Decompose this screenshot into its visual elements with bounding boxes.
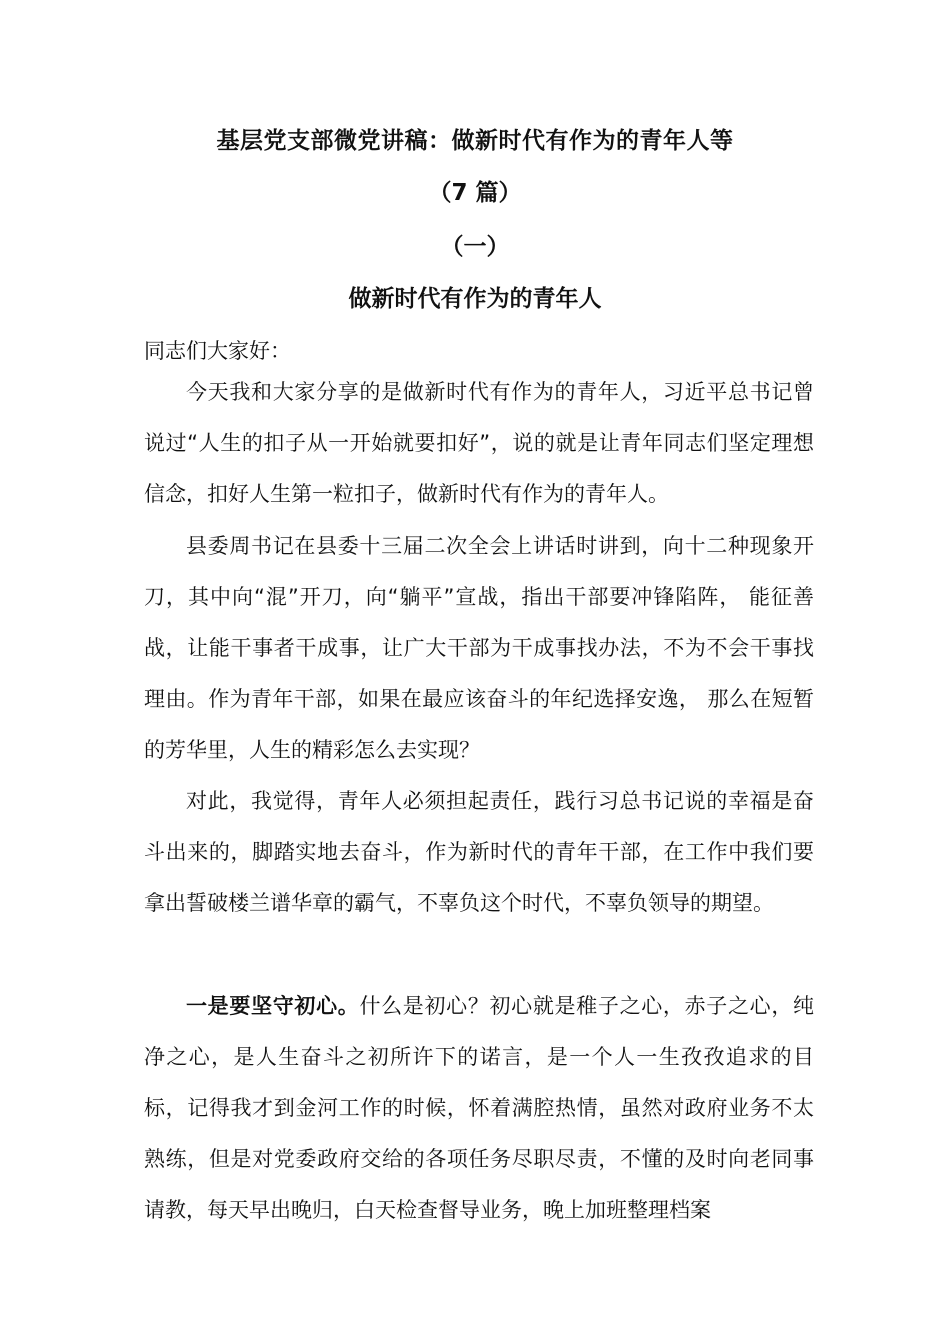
paragraph-2: 县委周书记在县委十三届二次全会上讲话时讲到，向十二种现象开刀，其中向“混”开刀，向“躺平”宣战，指出干部要冲锋陷阵， 能征善战，让能干事者干成事，让广大干部为干成事找办法，不为不会干事找理由。作为青年干部，如果在最应该奋斗的年纪选择安逸， 那么在短暂的芳华里，人生的精彩怎么去实现？	[144, 534, 814, 762]
document-title-count: （7 篇）	[428, 180, 522, 206]
section-title: 做新时代有作为的青年人	[348, 286, 602, 312]
document-title: 基层党支部微党讲稿：做新时代有作为的青年人等	[216, 128, 734, 154]
paragraph-4-lead: 一是要坚守初心。	[186, 994, 360, 1018]
paragraph-4	[144, 981, 814, 1236]
paragraph-3: 对此，我觉得，青年人必须担起责任，践行习总书记说的幸福是奋斗出来的，脚踏实地去奋斗，作为新时代的青年干部，在工作中我们要拿出誓破楼兰谱华章的霸气，不辜负这个时代，不辜负领导的期望。	[144, 789, 814, 915]
section-number: （一）	[440, 234, 510, 260]
paragraph-4-text: 什么是初心？初心就是稚子之心，赤子之心，纯净之心，是人生奋斗之初所许下的诺言，是一个人一生孜孜追求的目标，记得我才到金河工作的时候，怀着满腔热情，虽然对政府业务不太熟练，但是对党委政府交给的各项任务尽职尽责，不懂的及时向老同事请教，每天早出晚归，白天检查督导业务，晚上加班整理档案	[144, 994, 815, 1222]
paragraph-1: 今天我和大家分享的是做新时代有作为的青年人，习近平总书记曾说过“人生的扣子从一开始就要扣好”，说的就是让青年同志们坚定理想信念，扣好人生第一粒扣子，做新时代有作为的青年人。	[144, 380, 814, 506]
greeting: 同志们大家好：	[144, 339, 291, 363]
